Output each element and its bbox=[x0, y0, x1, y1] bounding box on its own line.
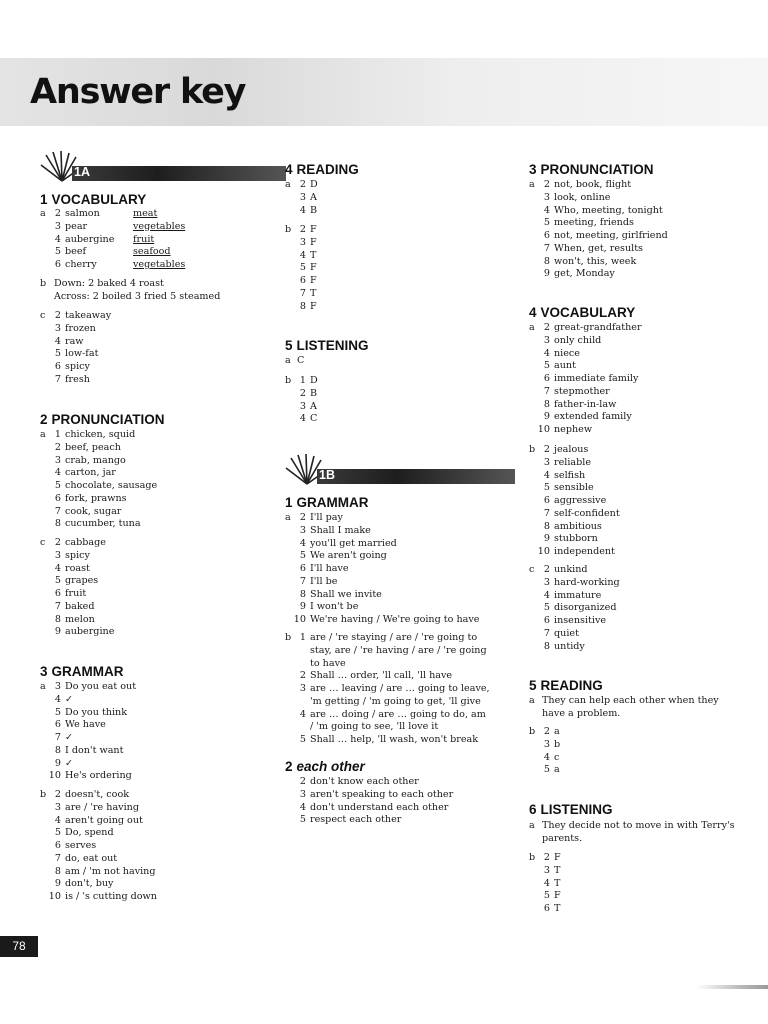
unit-label: 1A bbox=[74, 165, 90, 179]
section-heading: 6 LISTENING bbox=[529, 802, 613, 817]
unit-bar bbox=[72, 166, 286, 181]
section-heading: 4 VOCABULARY bbox=[529, 305, 636, 320]
answer-line: 4 are … doing / are … going to do, am / 'm going to see, 'll love it bbox=[299, 708, 486, 733]
unit-bar bbox=[317, 469, 515, 484]
answer-list bbox=[529, 695, 739, 721]
answer-list bbox=[529, 820, 739, 846]
section-heading: 2 PRONUNCIATION bbox=[40, 412, 165, 427]
section-heading: 3 PRONUNCIATION bbox=[529, 162, 654, 177]
answer-line: b 1 are / 're staying / are / 're going to stay, are / 're having / are / 're going to have bbox=[285, 632, 487, 669]
answer-line: 2 Shall … order, 'll call, 'll have bbox=[299, 670, 453, 682]
answer-line: a They decide not to move in with Terry's parents. bbox=[529, 820, 735, 844]
answer-line: a They can help each other when they have a problem. bbox=[529, 695, 719, 719]
section-heading: 5 LISTENING bbox=[285, 338, 369, 353]
answer-line: 5 Shall … help, 'll wash, won't break bbox=[299, 734, 479, 745]
section-heading: 2 each other bbox=[285, 759, 365, 774]
section-heading: 1 GRAMMAR bbox=[285, 495, 369, 510]
page-number: 78 bbox=[0, 936, 38, 957]
section-heading: 4 READING bbox=[285, 162, 359, 177]
scan-smudge bbox=[696, 985, 768, 989]
section-heading: 3 GRAMMAR bbox=[40, 664, 124, 679]
answer-line: 3 are … leaving / are … going to leave, 'm getting / 'm going to get, 'll give bbox=[299, 683, 490, 707]
page-title: Answer key bbox=[30, 72, 246, 112]
answer-list bbox=[285, 632, 490, 747]
section-heading: 5 READING bbox=[529, 678, 603, 693]
unit-label: 1B bbox=[319, 468, 335, 482]
section-heading: 1 VOCABULARY bbox=[40, 192, 147, 207]
